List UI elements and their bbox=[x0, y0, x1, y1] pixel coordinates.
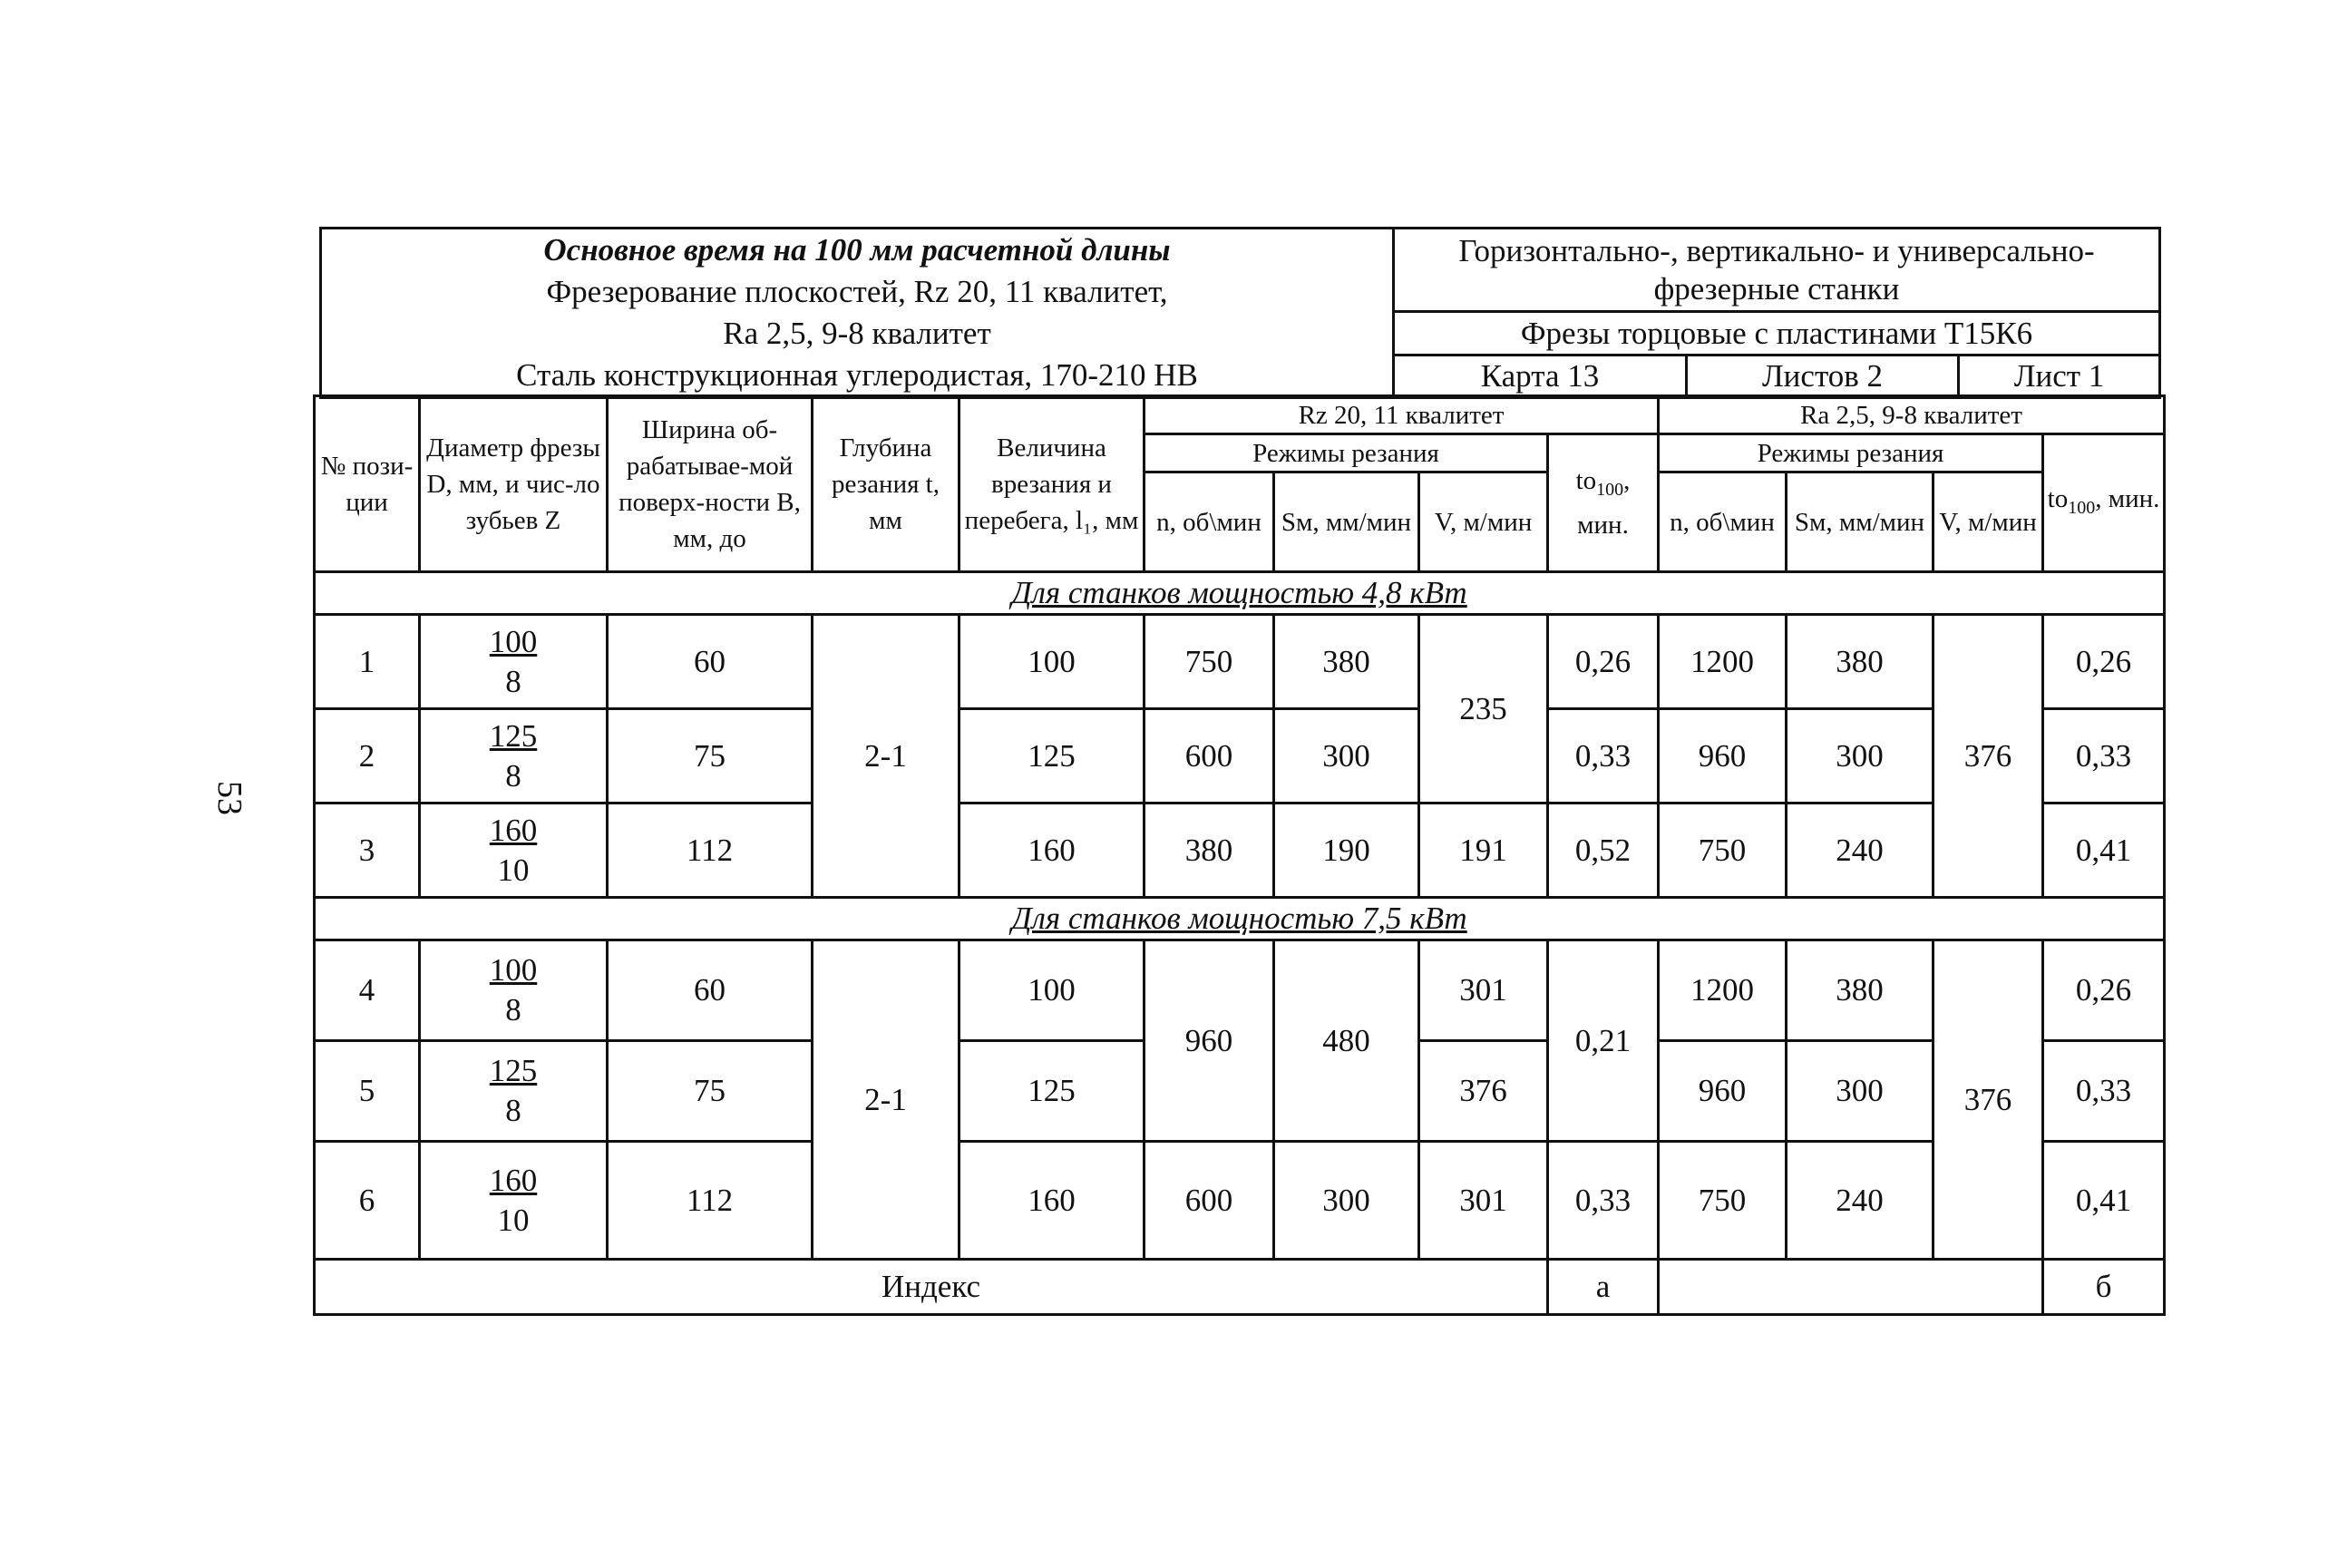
cell-n-b: 1200 bbox=[1659, 940, 1787, 1041]
cell-diameter: $\frac{125}{8}$ bbox=[420, 1041, 608, 1142]
cell-width: 112 bbox=[608, 803, 813, 898]
cell-v-a: 301 bbox=[1419, 940, 1548, 1041]
cell-time-b: 0,41 bbox=[2043, 1142, 2165, 1260]
col-time-b: $to_{100}$, мин. bbox=[2043, 434, 2165, 572]
cell-time-a: 0,33 bbox=[1548, 1142, 1659, 1260]
col-time-a: $to_{100}$, мин. bbox=[1548, 434, 1659, 572]
cell-time-b: 0,26 bbox=[2043, 940, 2165, 1041]
cell-time-b: 0,26 bbox=[2043, 615, 2165, 709]
tool-type: Фрезы торцовые с пластинами Т15К6 bbox=[1394, 312, 2160, 355]
cell-n-b: 1200 bbox=[1659, 615, 1787, 709]
cell-diameter: $\frac{125}{8}$ bbox=[420, 709, 608, 803]
card-title bbox=[321, 229, 1394, 398]
col-depth: Глубина резания t, мм bbox=[813, 396, 959, 572]
page-number: 53 bbox=[210, 781, 248, 815]
cell-n-b: 960 bbox=[1659, 1041, 1787, 1142]
modes-a: Режимы резания bbox=[1145, 434, 1548, 472]
cell-n-b: 960 bbox=[1659, 709, 1787, 803]
cell-overrun: 160 bbox=[959, 1142, 1145, 1260]
title-line-3: Ra 2,5, 9-8 квалитет bbox=[723, 316, 991, 351]
section-heading-75: Для станков мощностью 7,5 кВт bbox=[315, 898, 2165, 940]
cell-n-a: 600 bbox=[1145, 1142, 1274, 1260]
cell-time-a: 0,33 bbox=[1548, 709, 1659, 803]
cell-overrun: 100 bbox=[959, 940, 1145, 1041]
index-row bbox=[315, 1260, 2165, 1315]
col-overrun: Величина врезания и перебега, l₁, мм bbox=[959, 396, 1145, 572]
modes-b: Режимы резания bbox=[1659, 434, 2043, 472]
cell-time-b: 0,41 bbox=[2043, 803, 2165, 898]
cell-time-a: 0,26 bbox=[1548, 615, 1659, 709]
cell-pos: 2 bbox=[315, 709, 420, 803]
cell-time-a: 0,21 bbox=[1548, 940, 1659, 1142]
card-number: Карта 13 bbox=[1394, 355, 1687, 398]
cell-v-a: 376 bbox=[1419, 1041, 1548, 1142]
cell-overrun: 100 bbox=[959, 615, 1145, 709]
cell-time-b: 0,33 bbox=[2043, 1041, 2165, 1142]
col-diameter: Диаметр фрезы D, мм, и чис-ло зубьев Z bbox=[420, 396, 608, 572]
cell-overrun: 125 bbox=[959, 709, 1145, 803]
cell-pos: 3 bbox=[315, 803, 420, 898]
cell-s-b: 240 bbox=[1787, 1142, 1934, 1260]
group-rz20: Rz 20, 11 квалитет bbox=[1145, 396, 1659, 434]
cell-time-b: 0,33 bbox=[2043, 709, 2165, 803]
cell-width: 75 bbox=[608, 709, 813, 803]
cutting-table bbox=[313, 394, 2166, 1316]
cell-overrun: 160 bbox=[959, 803, 1145, 898]
col-n-b: n, об\мин bbox=[1659, 472, 1787, 572]
machine-type: Горизонтально-, вертикально- и универсально-фрезерные станки bbox=[1394, 229, 2160, 312]
cell-n-a: 750 bbox=[1145, 615, 1274, 709]
index-b: б bbox=[2043, 1260, 2165, 1315]
table-row bbox=[315, 709, 2165, 803]
cell-pos: 6 bbox=[315, 1142, 420, 1260]
table-row bbox=[315, 940, 2165, 1041]
cell-n-b: 750 bbox=[1659, 1142, 1787, 1260]
index-a: а bbox=[1548, 1260, 1659, 1315]
cell-depth: 2-1 bbox=[813, 940, 959, 1260]
cell-width: 60 bbox=[608, 940, 813, 1041]
col-s-a: Sм, мм/мин bbox=[1274, 472, 1419, 572]
cell-s-a: 300 bbox=[1274, 709, 1419, 803]
col-width: Ширина об-рабатывае-мой поверх-ности В, мм, до bbox=[608, 396, 813, 572]
cell-n-a: 600 bbox=[1145, 709, 1274, 803]
group-ra25: Ra 2,5, 9-8 квалитет bbox=[1659, 396, 2165, 434]
cell-v-a: 235 bbox=[1419, 615, 1548, 803]
cell-diameter: $\frac{100}{8}$ bbox=[420, 940, 608, 1041]
section-heading-48: Для станков мощностью 4,8 кВт bbox=[315, 572, 2165, 615]
cell-pos: 4 bbox=[315, 940, 420, 1041]
title-line-1: Основное время на 100 мм расчетной длины bbox=[543, 232, 1171, 268]
cell-s-a: 480 bbox=[1274, 940, 1419, 1142]
col-v-a: V, м/мин bbox=[1419, 472, 1548, 572]
cell-s-a: 380 bbox=[1274, 615, 1419, 709]
index-blank bbox=[1659, 1260, 2043, 1315]
cell-s-b: 380 bbox=[1787, 615, 1934, 709]
cell-s-b: 300 bbox=[1787, 709, 1934, 803]
sheets-total: Листов 2 bbox=[1687, 355, 1959, 398]
cell-s-a: 190 bbox=[1274, 803, 1419, 898]
index-label: Индекс bbox=[315, 1260, 1548, 1315]
cell-width: 75 bbox=[608, 1041, 813, 1142]
sheet-number: Лист 1 bbox=[1959, 355, 2160, 398]
cell-v-b: 376 bbox=[1934, 940, 2043, 1260]
col-position: № пози-ции bbox=[315, 396, 420, 572]
table-row bbox=[315, 1142, 2165, 1260]
cell-depth: 2-1 bbox=[813, 615, 959, 898]
col-n-a: n, об\мин bbox=[1145, 472, 1274, 572]
cell-s-b: 380 bbox=[1787, 940, 1934, 1041]
cell-v-a: 191 bbox=[1419, 803, 1548, 898]
cell-diameter: $\frac{160}{10}$ bbox=[420, 803, 608, 898]
col-v-b: V, м/мин bbox=[1934, 472, 2043, 572]
cell-v-a: 301 bbox=[1419, 1142, 1548, 1260]
cell-s-a: 300 bbox=[1274, 1142, 1419, 1260]
cell-pos: 1 bbox=[315, 615, 420, 709]
table-row bbox=[315, 803, 2165, 898]
title-line-4: Сталь конструкционная углеродистая, 170-210 НВ bbox=[516, 357, 1198, 393]
cell-width: 60 bbox=[608, 615, 813, 709]
cell-time-a: 0,52 bbox=[1548, 803, 1659, 898]
cell-diameter: $\frac{160}{10}$ bbox=[420, 1142, 608, 1260]
col-s-b: Sм, мм/мин bbox=[1787, 472, 1934, 572]
cell-n-b: 750 bbox=[1659, 803, 1787, 898]
cell-overrun: 125 bbox=[959, 1041, 1145, 1142]
cell-s-b: 240 bbox=[1787, 803, 1934, 898]
title-line-2: Фрезерование плоскостей, Rz 20, 11 квалитет, bbox=[546, 274, 1168, 309]
cell-width: 112 bbox=[608, 1142, 813, 1260]
table-row bbox=[315, 615, 2165, 709]
cell-v-b: 376 bbox=[1934, 615, 2043, 898]
cell-n-a: 960 bbox=[1145, 940, 1274, 1142]
cell-n-a: 380 bbox=[1145, 803, 1274, 898]
cell-s-b: 300 bbox=[1787, 1041, 1934, 1142]
card-header bbox=[319, 227, 2161, 399]
cell-pos: 5 bbox=[315, 1041, 420, 1142]
cell-diameter: $\frac{100}{8}$ bbox=[420, 615, 608, 709]
